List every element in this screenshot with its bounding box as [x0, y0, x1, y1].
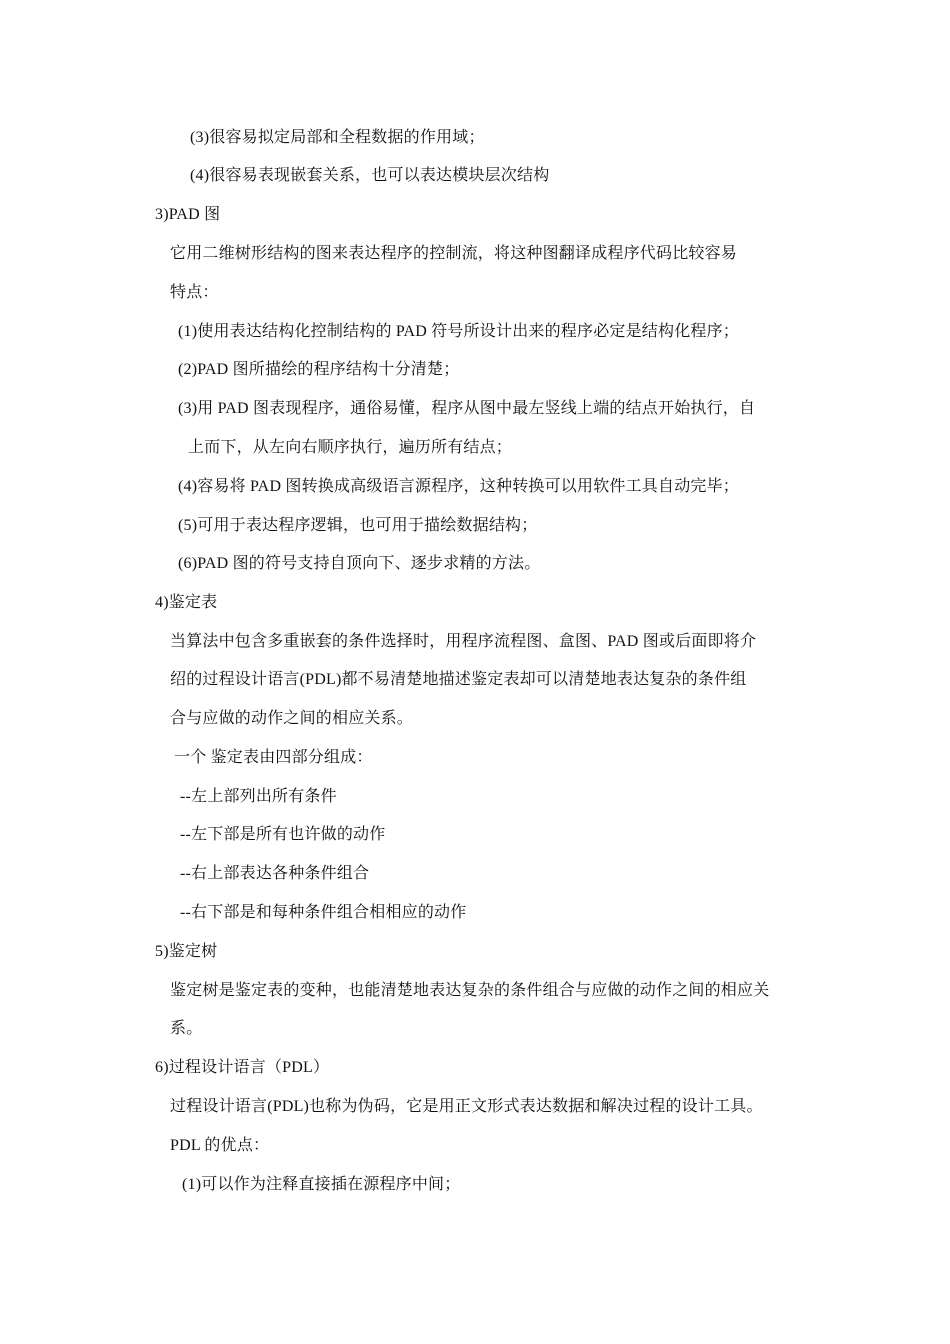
text-line: 当算法中包含多重嵌套的条件选择时，用程序流程图、盒图、PAD 图或后面即将介: [170, 633, 757, 650]
section-heading: 6)过程设计语言（PDL）: [155, 1059, 330, 1076]
text-line: 鉴定树是鉴定表的变种，也能清楚地表达复杂的条件组合与应做的动作之间的相应关: [170, 982, 770, 999]
text-line: 过程设计语言(PDL)也称为伪码，它是用正文形式表达数据和解决过程的设计工具。: [170, 1098, 763, 1115]
list-item: --右上部表达各种条件组合: [180, 865, 370, 882]
section-heading: 5)鉴定树: [155, 943, 218, 960]
text-line: (5)可用于表达程序逻辑，也可用于描绘数据结构；: [178, 517, 538, 534]
section-heading: 4)鉴定表: [155, 594, 218, 611]
text-line: (2)PAD 图所描绘的程序结构十分清楚；: [178, 361, 460, 378]
text-line: (4)容易将 PAD 图转换成高级语言源程序，这种转换可以用软件工具自动完毕；: [178, 478, 739, 495]
text-line: 上而下，从左向右顺序执行，遍历所有结点；: [188, 439, 513, 456]
text-line: (3)很容易拟定局部和全程数据的作用域；: [190, 129, 485, 146]
list-item: --左上部列出所有条件: [180, 788, 337, 805]
text-line: (6)PAD 图的符号支持自顶向下、逐步求精的方法。: [178, 555, 541, 572]
text-line: 一个 鉴定表由四部分组成：: [174, 749, 373, 766]
text-line: 绍的过程设计语言(PDL)都不易清楚地描述鉴定表却可以清楚地表达复杂的条件组: [170, 671, 747, 688]
text-line: (1)使用表达结构化控制结构的 PAD 符号所设计出来的程序必定是结构化程序；: [178, 323, 739, 340]
list-item: --左下部是所有也许做的动作: [180, 826, 386, 843]
text-line: PDL 的优点：: [170, 1137, 270, 1154]
text-line: (4)很容易表现嵌套关系，也可以表达模块层次结构: [190, 167, 550, 184]
section-heading: 3)PAD 图: [155, 206, 221, 223]
text-line: 合与应做的动作之间的相应关系。: [170, 710, 414, 727]
list-item: --右下部是和每种条件组合相相应的动作: [180, 904, 467, 921]
text-line: 系。: [170, 1020, 203, 1037]
list-item: (1)可以作为注释直接插在源程序中间；: [182, 1176, 461, 1193]
text-line: (3)用 PAD 图表现程序，通俗易懂，程序从图中最左竖线上端的结点开始执行，自: [178, 400, 756, 417]
text-line: 它用二维树形结构的图来表达程序的控制流，将这种图翻译成程序代码比较容易: [170, 245, 738, 262]
text-line: 特点：: [170, 284, 219, 301]
